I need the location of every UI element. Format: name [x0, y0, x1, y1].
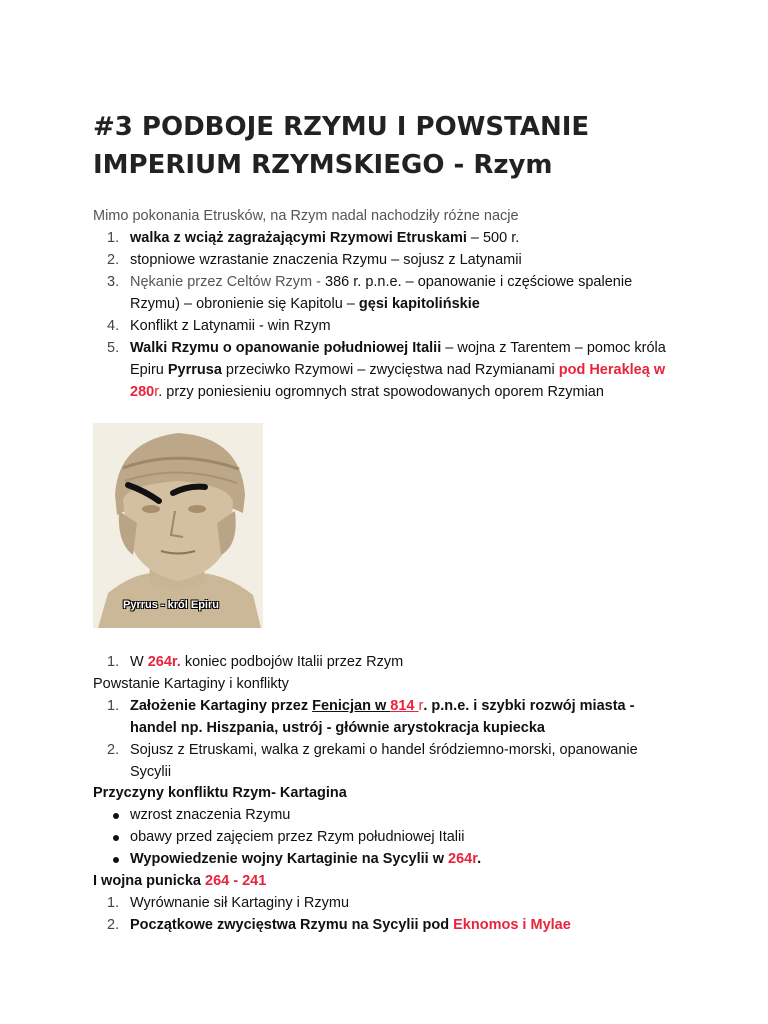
list-przyczyny	[93, 804, 673, 870]
list-item: 2. Początkowe zwycięstwa Rzymu na Sycylii pod Eknomos i Mylae	[107, 917, 571, 933]
section-heading-wojna: I wojna punicka 264 - 241	[93, 873, 267, 889]
list-nations	[93, 227, 673, 403]
bust-illustration	[93, 423, 263, 628]
list-kartagina	[93, 695, 673, 783]
list-item: 1. W 264r. koniec podbojów Italii przez Rzym	[107, 654, 404, 670]
list-italy-conquest	[93, 651, 673, 673]
list-item: 2. Sojusz z Etruskami, walka z grekami o handel śródziemno-morski, opanowanie Sycylii	[107, 742, 638, 780]
pyrrus-bust-image	[93, 423, 263, 628]
list-item: wzrost znaczenia Rzymu	[93, 804, 673, 826]
page-title: #3 PODBOJE RZYMU I POWSTANIE IMPERIUM RZYMSKIEGO - Rzym	[93, 112, 590, 180]
list-item: 3. Nękanie przez Celtów Rzym - 386 r. p.n.e. – opanowanie i częściowe spalenie Rzymu) – obronienie się Kapitolu – gęsi kapitolińskie	[107, 274, 633, 312]
intro-text: Mimo pokonania Etrusków, na Rzym nadal nachodziły różne nacje	[93, 208, 519, 224]
bullet-icon	[113, 835, 119, 841]
bullet-icon	[113, 813, 119, 819]
list-item: 4. Konflikt z Latynamii - win Rzym	[107, 318, 331, 334]
list-wojna	[93, 892, 673, 936]
list-item: obawy przed zajęciem przez Rzym południowej Italii	[93, 826, 673, 848]
list-item: Wypowiedzenie wojny Kartaginie na Sycylii w 264r.	[93, 848, 673, 870]
list-item: 5. Walki Rzymu o opanowanie południowej Italii – wojna z Tarentem – pomoc króla Epiru Pyrrusa przeciwko Rzymowi – zwycięstwa nad Rzymianami pod Herakleą w 280r. przy poniesieniu ogromnych strat spowodowanych oporem Rzymian	[107, 340, 666, 400]
section-heading-kartagina: Powstanie Kartaginy i konflikty	[93, 676, 289, 692]
list-item: 1. walka z wciąż zagrażającymi Rzymowi Etruskami – 500 r.	[107, 230, 520, 246]
list-item: 1. Wyrównanie sił Kartaginy i Rzymu	[107, 895, 350, 911]
bullet-icon	[113, 857, 119, 863]
section-heading-przyczyny: Przyczyny konfliktu Rzym- Kartagina	[93, 785, 347, 801]
image-caption: Pyrrus - król Epiru	[123, 599, 219, 611]
list-item: 2. stopniowe wzrastanie znaczenia Rzymu – sojusz z Latynamii	[107, 252, 522, 268]
list-item: 1. Założenie Kartaginy przez Fenicjan w 814 r. p.n.e. i szybki rozwój miasta - handel np. Hiszpania, ustrój - głównie arystokracja kupiecka	[107, 698, 635, 736]
